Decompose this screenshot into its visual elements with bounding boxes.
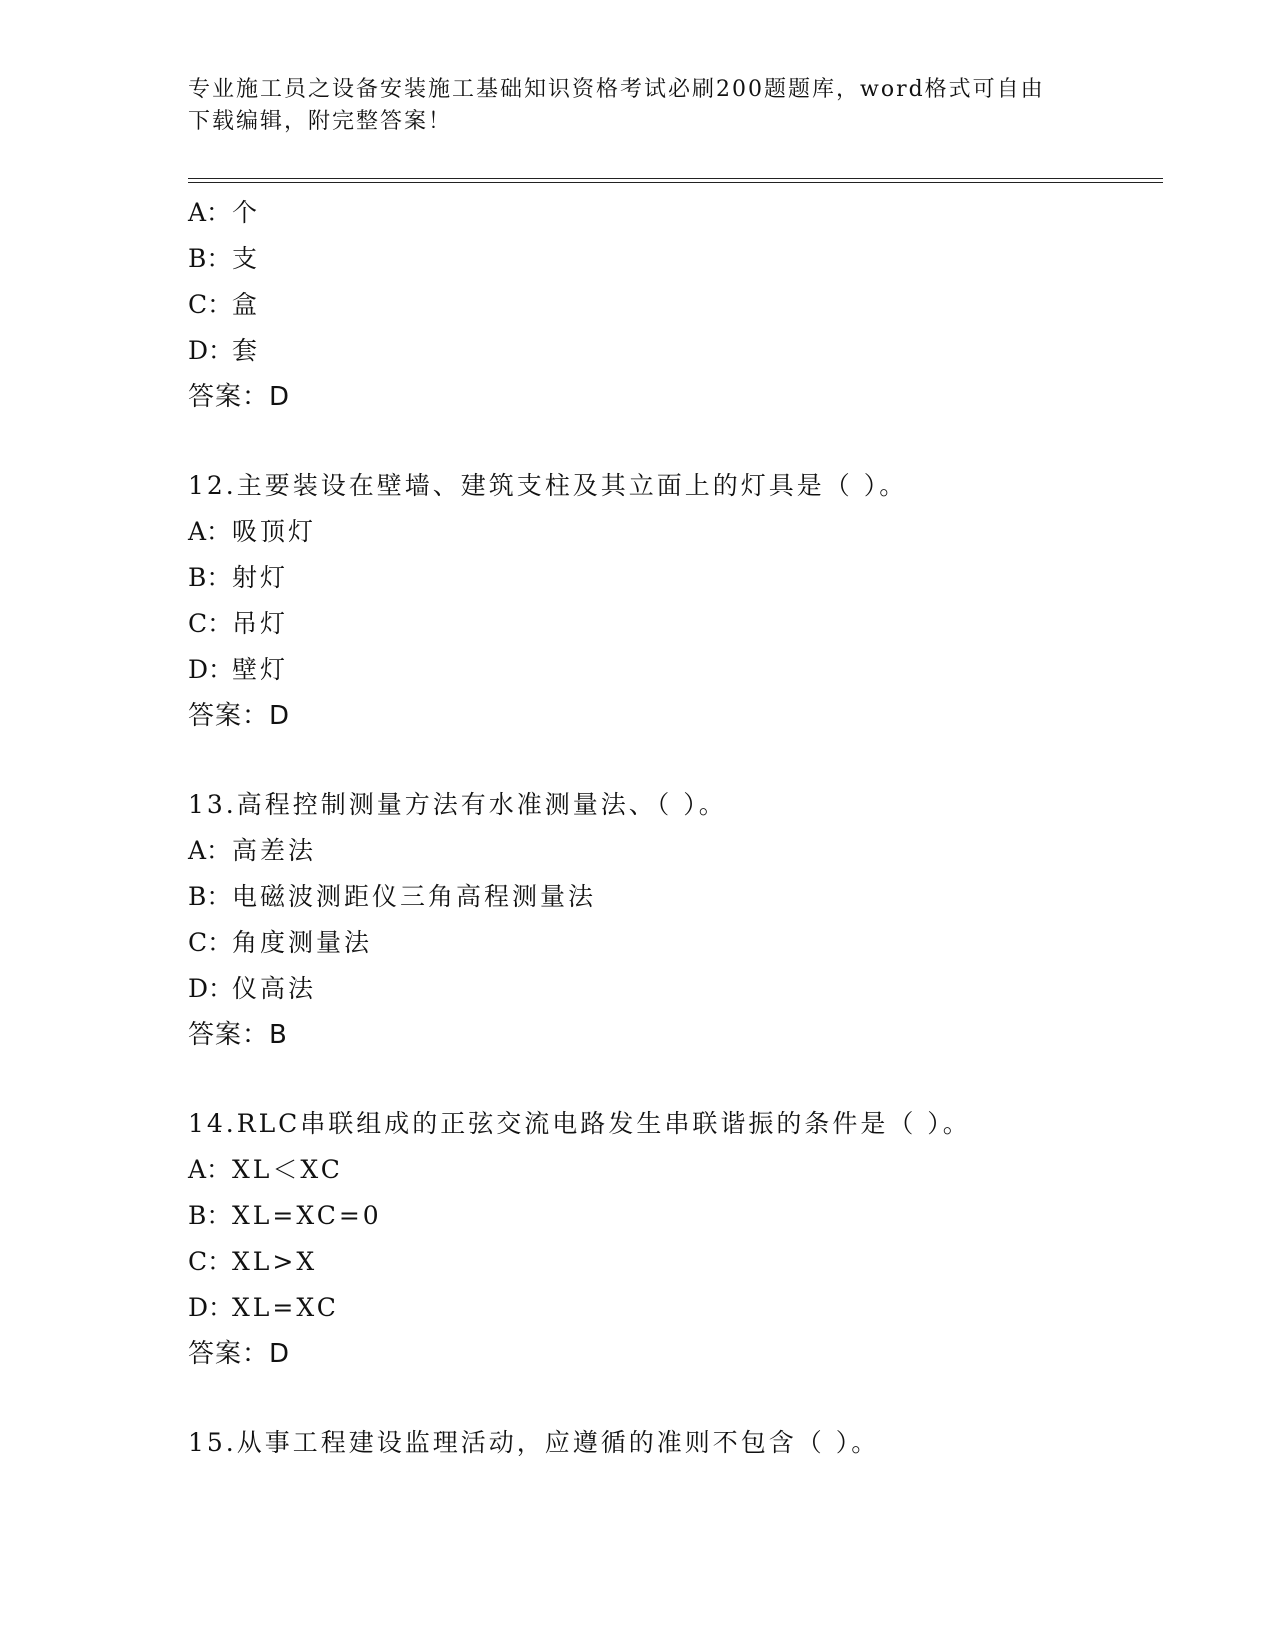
option-c: [188, 282, 1163, 328]
option-a: [188, 509, 1163, 555]
option-a: [188, 190, 1163, 236]
option-text: 壁灯: [232, 655, 289, 684]
header-line-2: 下载编辑，附完整答案！: [188, 109, 453, 134]
option-text: 个: [232, 198, 261, 227]
option-letter: C：: [188, 928, 233, 957]
option-letter: D：: [188, 655, 234, 684]
option-d: [188, 647, 1163, 693]
question-text: 13.高程控制测量方法有水准测量法、（ ）。: [188, 790, 727, 819]
option-b: [188, 874, 1163, 920]
option-letter: A：: [188, 198, 232, 227]
answer-line: 答案：D: [188, 1339, 291, 1369]
option-a: [188, 828, 1163, 874]
option-d: [188, 1285, 1163, 1331]
option-b: [188, 555, 1163, 601]
option-text: XL=XC=0: [232, 1201, 382, 1230]
option-letter: B：: [188, 1201, 232, 1230]
option-letter: B：: [188, 563, 232, 592]
option-text: 仪高法: [232, 974, 317, 1003]
option-text: 高差法: [232, 836, 317, 865]
option-letter: C：: [188, 609, 233, 638]
option-c: [188, 601, 1163, 647]
option-letter: D：: [188, 336, 234, 365]
option-letter: A：: [188, 836, 232, 865]
option-letter: B：: [188, 882, 232, 911]
option-text: 吸顶灯: [232, 517, 317, 546]
option-c: [188, 920, 1163, 966]
option-d: [188, 328, 1163, 374]
option-text: 盒: [232, 290, 261, 319]
question-block-15: [188, 1420, 1163, 1466]
question-text: 12.主要装设在壁墙、建筑支柱及其立面上的灯具是（ ）。: [188, 471, 908, 500]
option-b: [188, 1193, 1163, 1239]
option-text: 电磁波测距仪三角高程测量法: [232, 882, 597, 911]
option-c: [188, 1239, 1163, 1285]
option-letter: D：: [188, 974, 234, 1003]
spacer: [188, 420, 1163, 463]
option-letter: A：: [188, 1155, 232, 1184]
question-text: 14.RLC串联组成的正弦交流电路发生串联谐振的条件是（ ）。: [188, 1109, 971, 1138]
option-text: 套: [232, 336, 261, 365]
option-letter: C：: [188, 290, 233, 319]
option-letter: B：: [188, 244, 232, 273]
option-letter: A：: [188, 517, 232, 546]
answer-line: 答案：D: [188, 701, 291, 731]
option-text: XL=XC: [232, 1293, 339, 1322]
question-text: 15.从事工程建设监理活动，应遵循的准则不包含（ ）。: [188, 1428, 880, 1457]
option-b: [188, 236, 1163, 282]
option-text: XL>X: [232, 1247, 318, 1276]
question-block-13: [188, 782, 1163, 1058]
question-list: [188, 190, 1163, 1466]
header-line-1: 专业施工员之设备安装施工基础知识资格考试必刷200题题库，word格式可自由: [188, 77, 1045, 102]
spacer: [188, 739, 1163, 782]
option-letter: C：: [188, 1247, 233, 1276]
question-block-12: [188, 463, 1163, 739]
header-double-rule: [188, 178, 1163, 183]
option-a: [188, 1147, 1163, 1193]
option-text: XL＜XC: [232, 1155, 343, 1184]
spacer: [188, 1377, 1163, 1420]
option-text: 角度测量法: [232, 928, 373, 957]
option-text: 射灯: [232, 563, 289, 592]
option-text: 吊灯: [232, 609, 289, 638]
document-header: [188, 74, 1068, 138]
spacer: [188, 1058, 1163, 1101]
option-letter: D：: [188, 1293, 234, 1322]
answer-line: 答案：D: [188, 382, 291, 412]
question-block-11-continued: [188, 190, 1163, 420]
question-block-14: [188, 1101, 1163, 1377]
answer-line: 答案：B: [188, 1020, 288, 1050]
option-text: 支: [232, 244, 261, 273]
option-d: [188, 966, 1163, 1012]
